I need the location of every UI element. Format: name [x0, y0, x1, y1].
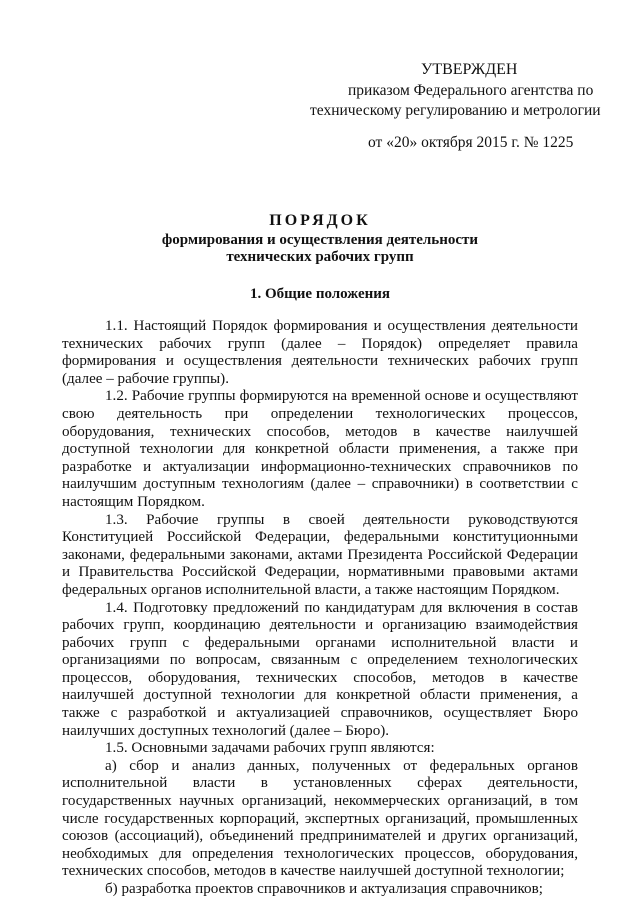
paragraph-1-5-b: б) разработка проектов справочников и актуализация справочников; — [105, 881, 543, 897]
paragraph-1-1: 1.1. Настоящий Порядок формирования и осуществления деятельности технических рабочих групп (далее – Порядок) определяет правила формирования и осуществления деятельности технических рабочих групп (далее – рабочие группы). — [62, 318, 578, 387]
heading-line-2: технических рабочих групп — [226, 249, 414, 265]
approval-line-2: техническому регулированию и метрологии — [310, 102, 601, 119]
section-heading — [0, 286, 640, 303]
heading-line-1: формирования и осуществления деятельности — [161, 232, 479, 248]
document-heading — [0, 212, 640, 266]
approval-title: УТВЕРЖДЕН — [421, 61, 518, 78]
paragraph-1-5-a: а) сбор и анализ данных, полученных от федеральных органов исполнительной власти в установленных сферах деятельности, государственных научных организаций, некоммерческих организаций, в том числе государственных корпораций, экспертных организаций, промышленных союзов (ассоциаций), объединений предпринимателей и других организаций, необходимых для определения технологических процессов, оборудования, технических способов, методов в качестве наилучшей доступной технологии; — [62, 757, 578, 880]
paragraph-1-5: 1.5. Основными задачами рабочих групп являются: — [105, 740, 435, 757]
paragraph-1-3: 1.3. Рабочие группы в своей деятельности руководствуются Конституцией Российской Федерации, федеральными конституционными законами, федеральными законами, актами Президента Российской Федерации и Правительства Российской Федерации, нормативными правовыми актами федеральных органов исполнительной власти, а также настоящим Порядком. — [62, 511, 578, 598]
paragraph-1-2: 1.2. Рабочие группы формируются на временной основе и осуществляют свою деятельность при определении технологических процессов, оборудования, технических способов, методов в качестве наилучшей доступной технологии для конкретной области применения, а также при разработке и актуализации информационно-технических справочников по наилучшим доступным технологиям (далее – справочники) в соответствии с настоящим Порядком. — [62, 388, 578, 510]
approval-line-1: приказом Федерального агентства по — [348, 82, 594, 99]
document-body — [62, 318, 578, 899]
heading-main: ПОРЯДОК — [269, 212, 371, 229]
paragraph-1-4: 1.4. Подготовку предложений по кандидатурам для включения в состав рабочих групп, координацию деятельности и организацию взаимодействия рабочих групп с федеральными органами исполнительной власти и организациями по вопросам, связанным с определением технологических процессов, оборудования, технических способов, методов в качестве наилучшей доступной технологии для конкретной области применения, а также с разработкой и актуализацией справочников, осуществляет Бюро наилучших доступных технологий (далее – Бюро). — [62, 599, 578, 739]
section-title: 1. Общие положения — [249, 286, 391, 302]
approval-date: от «20» октября 2015 г. № 1225 — [368, 134, 574, 151]
